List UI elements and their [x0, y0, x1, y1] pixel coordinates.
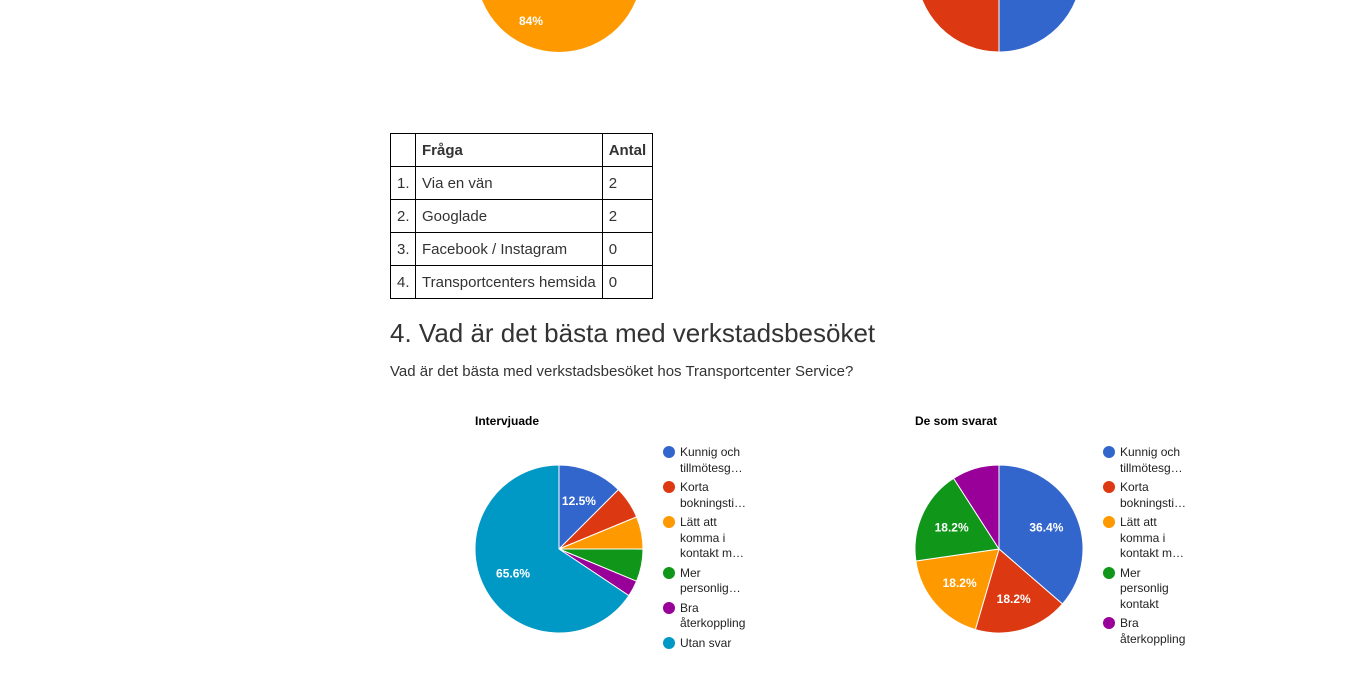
- table-cell-label: Via en vän: [416, 167, 603, 200]
- table-header-num: [391, 134, 416, 167]
- legend-color-dot: [663, 516, 675, 528]
- pie-chart-de-som-svarat: [910, 460, 1090, 640]
- legend-label: kontakt: [1120, 596, 1159, 611]
- legend-label: personlig…: [680, 581, 741, 595]
- legend-label: Bra: [680, 600, 699, 615]
- pie-slice-label: 12.5%: [561, 493, 596, 508]
- legend-color-dot: [1103, 446, 1115, 458]
- table-header-question: Fråga: [416, 134, 603, 167]
- table-row: [391, 233, 653, 266]
- section-title: 4. Vad är det bästa med verkstadsbesöket: [390, 318, 876, 348]
- pie-slice-label: 18.2%: [942, 576, 977, 591]
- legend-label: komma i: [1120, 530, 1166, 545]
- table-row: [391, 167, 653, 200]
- legend-item: [680, 636, 731, 652]
- legend-item: [1120, 445, 1183, 476]
- legend-label: kontakt m…: [680, 546, 745, 560]
- pie-1-slices: [916, 0, 1082, 52]
- legend-color-dot: [1103, 516, 1115, 528]
- pie-slice-label: 84%: [518, 14, 544, 28]
- legend-color-dot: [1103, 567, 1115, 579]
- legend-item: [680, 480, 746, 511]
- legend-label: Kunnig och: [1120, 445, 1181, 459]
- pie-slice-label: 18.2%: [996, 591, 1031, 606]
- chart-title-intervjuade: Intervjuade: [475, 414, 540, 428]
- table-cell-count: 0: [602, 233, 653, 266]
- table-cell-count: 2: [602, 200, 653, 233]
- legend-label: tillmötesg…: [1120, 460, 1183, 475]
- legend-item: [680, 515, 744, 562]
- legend-label: Bra: [1120, 616, 1139, 630]
- table-header-count: Antal: [602, 134, 653, 167]
- table-cell-count: 2: [602, 167, 653, 200]
- legend-label: bokningsti…: [1120, 495, 1187, 510]
- section-subtitle: Vad är det bästa med verkstadsbesöket hos Transportcenter Service?: [390, 363, 854, 380]
- legend-label: komma i: [680, 530, 726, 545]
- table-row: [391, 200, 653, 233]
- legend-item: [680, 445, 743, 476]
- legend-label: Korta: [680, 480, 709, 494]
- source-table: [390, 133, 653, 299]
- legend-color-dot: [663, 637, 675, 649]
- table-cell-label: Facebook / Instagram: [416, 233, 603, 266]
- legend-item: [680, 566, 741, 597]
- table-cell-num: 1.: [391, 167, 416, 200]
- legend-color-dot: [1103, 617, 1115, 629]
- table-cell-num: 2.: [391, 200, 416, 233]
- table-cell-num: 3.: [391, 233, 416, 266]
- table-header-row: [391, 134, 653, 167]
- top-left-pie-chart: [470, 0, 650, 60]
- legend-label: kontakt m…: [1120, 546, 1185, 560]
- legend-label: bokningsti…: [680, 495, 747, 510]
- pie-slice-label: 18.2%: [934, 520, 969, 535]
- top-right-pie-chart: [910, 0, 1090, 60]
- legend-item: [680, 601, 745, 632]
- chart-title-de-som-svarat: De som svarat: [915, 414, 998, 428]
- pie-chart-intervjuade: [470, 460, 650, 640]
- legend-color-dot: [663, 567, 675, 579]
- table-cell-label: Googlade: [416, 200, 603, 233]
- table-cell-num: 4.: [391, 266, 416, 299]
- legend-color-dot: [663, 602, 675, 614]
- pie-3-slices: [915, 465, 1083, 633]
- pie-0-slices: [476, 0, 642, 52]
- table-cell-count: 0: [602, 266, 653, 299]
- pie-slice-label: 65.6%: [496, 566, 531, 581]
- pie-slice: [999, 0, 1082, 52]
- legend-label: återkoppling: [680, 616, 746, 630]
- legend-label: Lätt att: [680, 515, 717, 529]
- legend-color-dot: [663, 446, 675, 458]
- legend-label: återkoppling: [1120, 631, 1186, 646]
- legend-label: tillmötesg…: [680, 460, 743, 475]
- table-cell-label: Transportcenters hemsida: [416, 266, 603, 299]
- legend-item: [1120, 480, 1186, 511]
- legend-label: Utan svar: [680, 635, 732, 650]
- pie-slice-label: 36.4%: [1029, 520, 1064, 535]
- legend-label: Mer: [1120, 565, 1141, 580]
- legend-label: Lätt att: [1120, 515, 1157, 529]
- legend-label: personlig: [1120, 581, 1169, 595]
- table-row: [391, 266, 653, 299]
- legend-label: Mer: [680, 565, 701, 580]
- pie-slice: [916, 0, 999, 52]
- legend-color-dot: [663, 481, 675, 493]
- legend-item: [1120, 616, 1185, 647]
- legend-item: [1120, 515, 1184, 562]
- legend-label: Kunnig och: [680, 445, 741, 459]
- pie-slice: [476, 0, 642, 52]
- pie-2-slices: [475, 465, 643, 633]
- legend-label: Korta: [1120, 480, 1149, 494]
- legend-item: [1120, 566, 1169, 613]
- legend-color-dot: [1103, 481, 1115, 493]
